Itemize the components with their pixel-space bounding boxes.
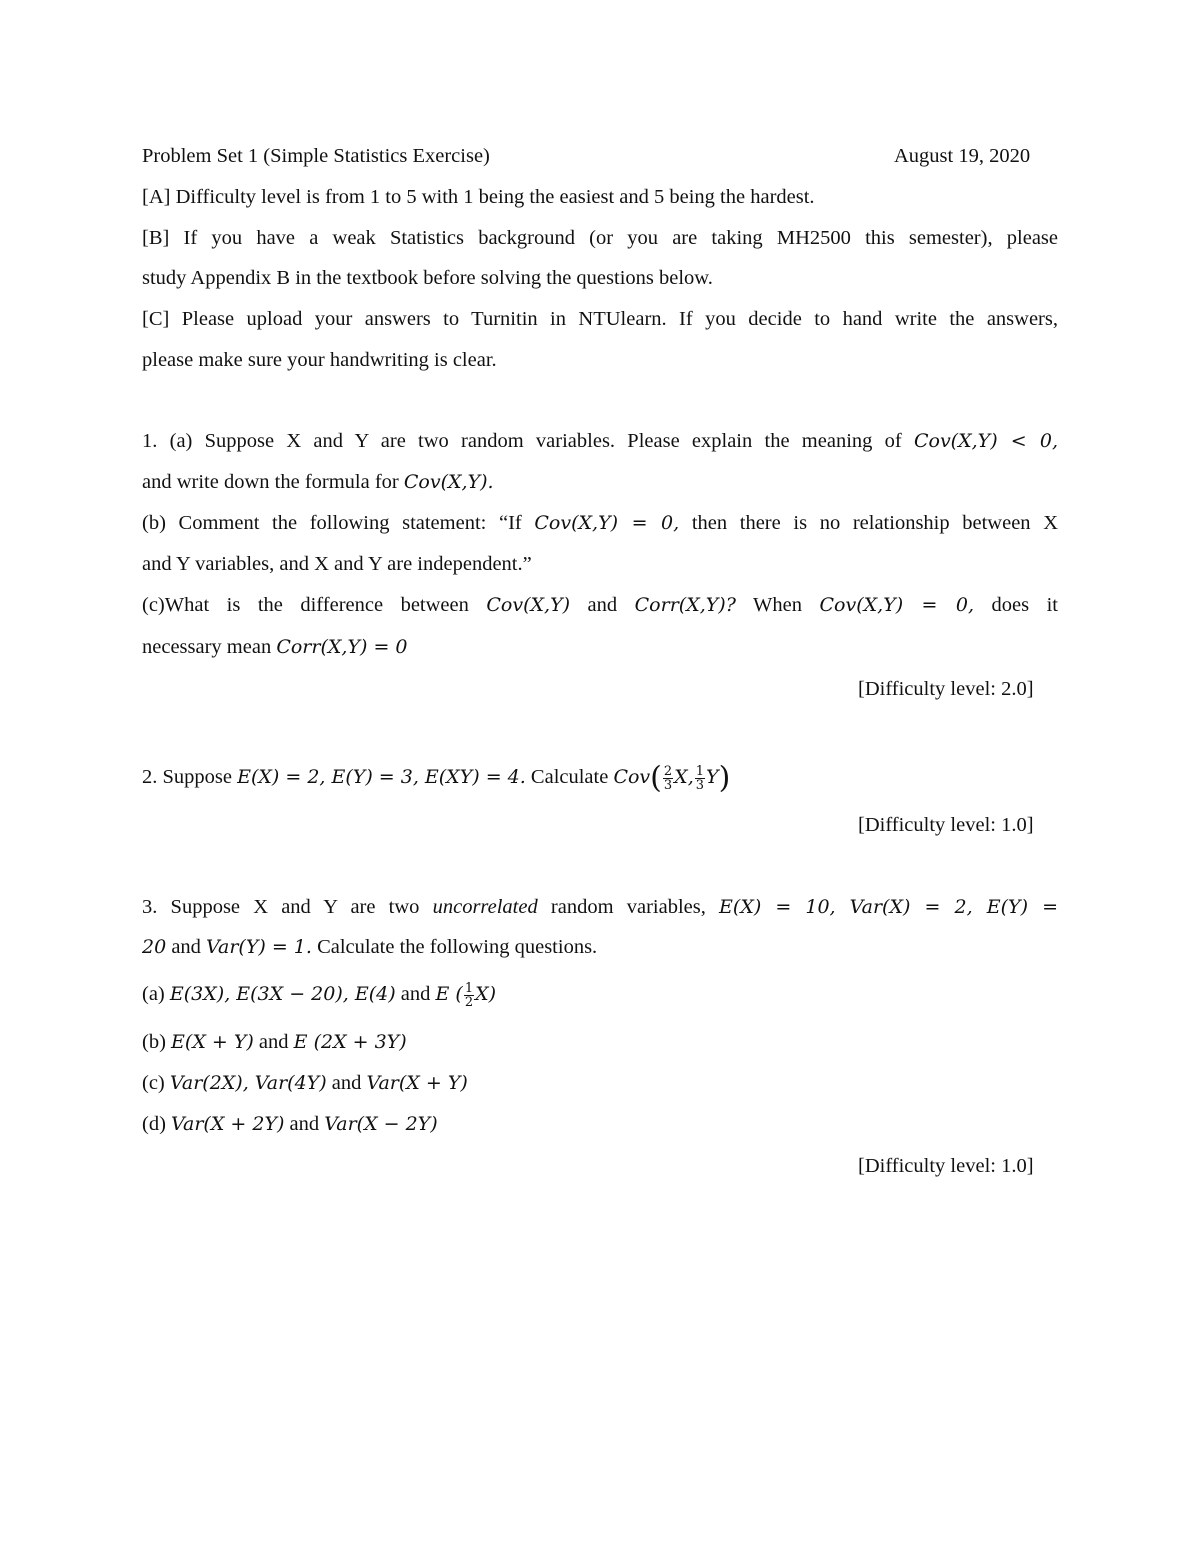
document-title: Problem Set 1 (Simple Statistics Exercise) (142, 145, 490, 167)
q1b-math: Cov(X,Y) = 0, (534, 512, 680, 534)
q3b-line (142, 1030, 407, 1054)
q2-line (142, 760, 731, 796)
q1c-math2: Corr(X,Y)? (634, 594, 736, 616)
q3b-math1: E(X + Y) (171, 1031, 254, 1053)
q3b-and: and (258, 1031, 289, 1053)
q1c-line1 (142, 593, 1058, 617)
q1c-text2: and (587, 594, 618, 616)
q1a-text: 1. (a) Suppose X and Y are two random variables. Please explain the meaning of (142, 430, 902, 452)
q3-math1: E(X) = 10, Var(X) = 2, E(Y) = (719, 896, 1058, 918)
q1c-text4: does it (991, 594, 1058, 616)
note-a: [A] Difficulty level is from 1 to 5 with 1 being the easiest and 5 being the hardest. (142, 186, 815, 208)
note-b-line1: [B] If you have a weak Statistics background (or you are taking MH2500 this semester), please (142, 227, 1058, 249)
note-c-line2: please make sure your handwriting is clear. (142, 349, 497, 371)
q3d-label: (d) (142, 1113, 166, 1135)
q3-uncorrelated: uncorrelated (432, 896, 538, 918)
q2-close-paren: ) (718, 760, 731, 796)
q3a-frac: $\frac{1}{2}$ (464, 981, 474, 1010)
q3-difficulty: [Difficulty level: 1.0] (858, 1155, 1034, 1177)
q1c-line2-text: necessary mean (142, 636, 272, 658)
q1b-line1 (142, 511, 1058, 535)
q1a-line2-math: Cov(X,Y). (403, 471, 494, 493)
q2-difficulty: [Difficulty level: 1.0] (858, 814, 1034, 836)
q3a-and: and (400, 983, 431, 1006)
q2-cov: Cov (613, 766, 651, 789)
q1c-text3: When (753, 594, 802, 616)
q1a-line2 (142, 470, 494, 494)
q3-line2-text1: and (171, 936, 201, 958)
q3c-label: (c) (142, 1072, 165, 1094)
q2-open-paren: ( (650, 760, 662, 796)
q2-frac2: $\frac{1}{3}$ (695, 764, 705, 793)
q3d-math1: Var(X + 2Y) (171, 1113, 285, 1135)
q3d-line (142, 1112, 438, 1136)
q1c-line2 (142, 635, 408, 659)
document-date: August 19, 2020 (894, 145, 1031, 167)
q3a-math1: E(3X), E(3X − 20), E(4) (169, 983, 396, 1006)
q2-text1: 2. Suppose (142, 766, 232, 789)
q1c-line2-math: Corr(X,Y) = 0 (276, 636, 408, 658)
q3a-line (142, 982, 496, 1009)
q3-line2-text2: Calculate the following questions. (317, 936, 598, 958)
q2-var1: X, (674, 766, 694, 789)
q1-difficulty: [Difficulty level: 2.0] (858, 678, 1034, 700)
q3c-and: and (331, 1072, 362, 1094)
q3b-label: (b) (142, 1031, 166, 1053)
q3-text2: random variables, (550, 896, 706, 918)
q1a-line2-text: and write down the formula for (142, 471, 399, 493)
note-c-line1: [C] Please upload your answers to Turnitin in NTUlearn. If you decide to hand write the answers, (142, 308, 1058, 330)
q1a-math: Cov(X,Y) < 0, (913, 430, 1058, 452)
q3-text1: 3. Suppose X and Y are two (142, 896, 420, 918)
q3c-math1: Var(2X), Var(4Y) (169, 1072, 327, 1094)
q1b-text2: then there is no relationship between X (691, 512, 1058, 534)
q3-line2-math1: 20 (142, 936, 167, 958)
q3-line1 (142, 895, 1058, 919)
q1c-math1: Cov(X,Y) (486, 594, 571, 616)
q3-line2 (142, 935, 597, 959)
q1a-line1 (142, 429, 1058, 453)
q2-var2: Y (706, 766, 719, 789)
note-b-line2: study Appendix B in the textbook before solving the questions below. (142, 267, 713, 289)
q3-line2-math2: Var(Y) = 1. (206, 936, 312, 958)
q3c-math2: Var(X + Y) (366, 1072, 468, 1094)
q2-frac1: $\frac{2}{3}$ (663, 764, 673, 793)
q3d-math2: Var(X − 2Y) (324, 1113, 438, 1135)
q3a-label: (a) (142, 983, 165, 1006)
q3d-and: and (289, 1113, 320, 1135)
q2-math1: E(X) = 2, E(Y) = 3, E(XY) = 4. (237, 766, 526, 789)
q1b-line2: and Y variables, and X and Y are independent.” (142, 553, 532, 575)
q2-text2: Calculate (530, 766, 609, 789)
q1b-text1: (b) Comment the following statement: “If (142, 512, 522, 534)
q3a-math2-pre: E ( (435, 983, 463, 1006)
q1c-text1: (c)What is the difference between (142, 594, 469, 616)
q3b-math2: E (2X + 3Y) (293, 1031, 407, 1053)
q1c-math3: Cov(X,Y) = 0, (819, 594, 975, 616)
q3a-math2-post: X) (475, 983, 497, 1006)
q3c-line (142, 1071, 468, 1095)
